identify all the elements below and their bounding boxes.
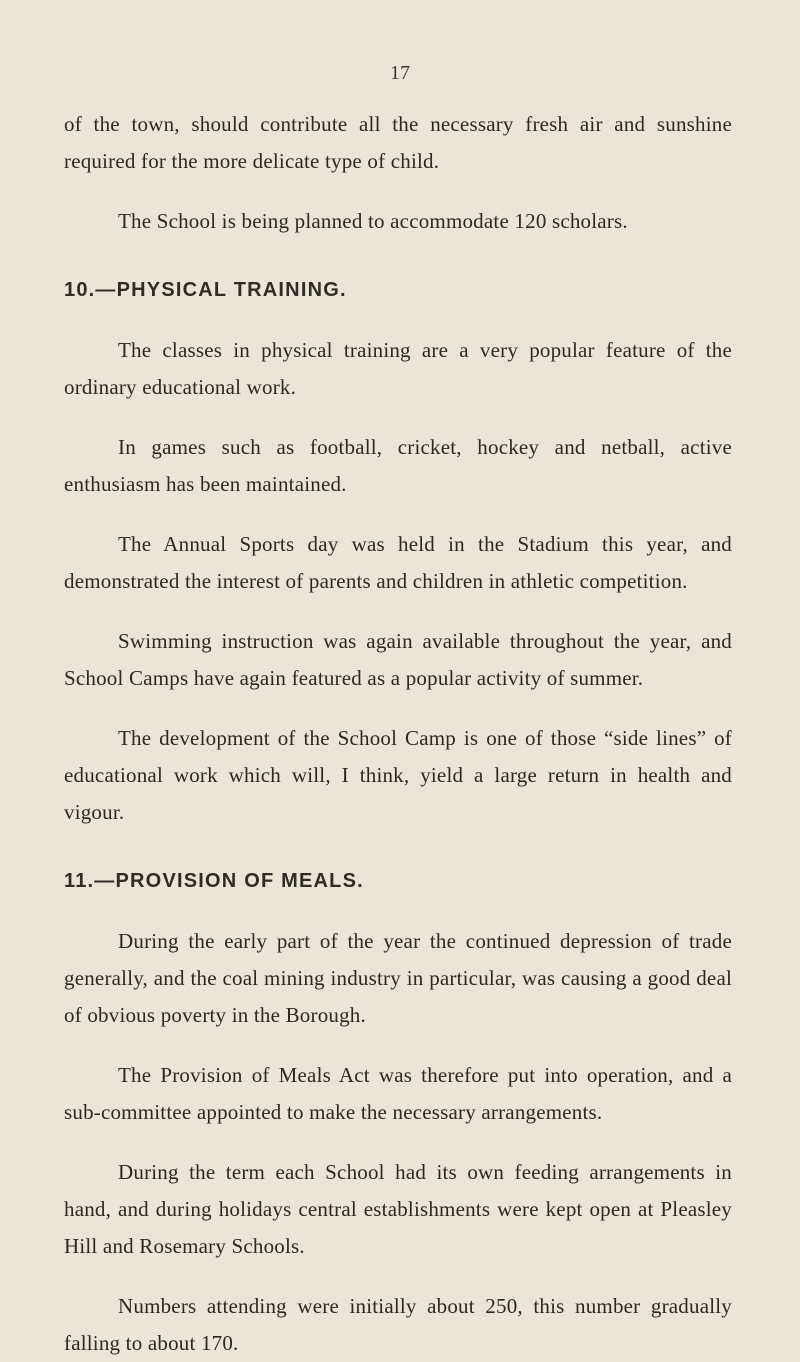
paragraph-school-capacity: The School is being planned to accommodate 120 scholars. bbox=[118, 209, 628, 233]
paragraph-physical-training-3: The Annual Sports day was held in the Stadium this year, and demonstrated the interest of parents and children in athletic competition. bbox=[64, 532, 732, 593]
paragraph-meals-1: During the early part of the year the continued depression of trade generally, and the coal mining industry in particular, was causing a good deal of obvious poverty in the Borough. bbox=[64, 929, 732, 1027]
section-heading-provision-of-meals: 11.—PROVISION OF MEALS. bbox=[64, 870, 364, 892]
paragraph-physical-training-4: Swimming instruction was again available throughout the year, and School Camps have again featured as a popular activity of summer. bbox=[64, 629, 732, 690]
paragraph-continuation: of the town, should contribute all the necessary fresh air and sunshine required for the more delicate type of child. bbox=[64, 112, 732, 173]
paragraph-physical-training-5: The development of the School Camp is one of those “side lines” of educational work which will, I think, yield a large return in health and vigour. bbox=[64, 726, 732, 824]
paragraph-meals-4: Numbers attending were initially about 250, this number gradually falling to about 170. bbox=[64, 1294, 732, 1355]
page-number: 17 bbox=[390, 62, 410, 84]
section-heading-physical-training: 10.—PHYSICAL TRAINING. bbox=[64, 279, 347, 301]
page-body bbox=[64, 106, 732, 1362]
paragraph-physical-training-2: In games such as football, cricket, hockey and netball, active enthusiasm has been maintained. bbox=[64, 435, 732, 496]
paragraph-physical-training-1: The classes in physical training are a very popular feature of the ordinary educational work. bbox=[64, 338, 732, 399]
paragraph-meals-3: During the term each School had its own feeding arrangements in hand, and during holidays central establishments were kept open at Pleasley Hill and Rosemary Schools. bbox=[64, 1160, 732, 1258]
paragraph-meals-2: The Provision of Meals Act was therefore put into operation, and a sub-committee appointed to make the necessary arrangements. bbox=[64, 1063, 732, 1124]
